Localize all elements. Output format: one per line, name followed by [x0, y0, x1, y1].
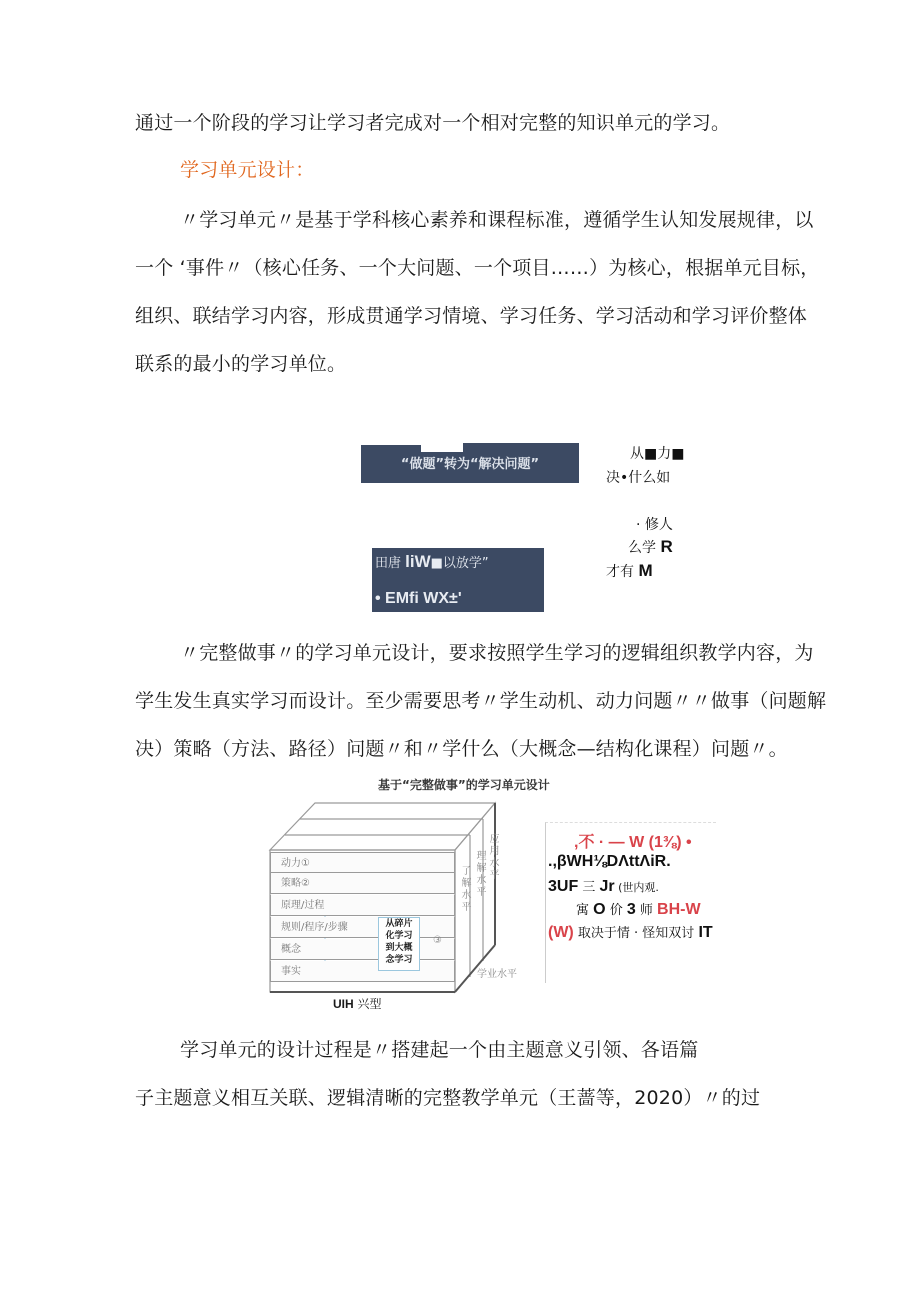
- banner-text: “做题”转为“解决问题”: [400, 457, 540, 472]
- figure-caption: [333, 995, 382, 1012]
- note-line-2: [548, 853, 671, 871]
- dark-info-box: [372, 548, 544, 612]
- note-text: (世内观.: [614, 881, 659, 894]
- side-note: [628, 537, 673, 557]
- center-box-line: 化学习: [385, 931, 413, 941]
- note-bold-text: 3UF: [548, 878, 579, 895]
- body-text-line: 〃学习单元〃是基于学科核心素养和课程标准，遵循学生认知发展规律，以: [180, 209, 814, 231]
- note-red-text: ,不 · — W (1⅜) •: [574, 834, 692, 851]
- body-text-line: 学习单元的设计过程是〃搭建起一个由主题意义引领、各语篇: [180, 1039, 699, 1061]
- section-heading: 学习单元设计：: [180, 159, 315, 181]
- body-text-line: 子主题意义相互关联、逻辑清晰的完整教学单元（王蔷等，2020）〃的过: [135, 1087, 761, 1109]
- center-mark: ③: [433, 935, 442, 946]
- side-note: 决•什么如: [606, 470, 671, 486]
- note-bold-text: 3: [626, 901, 636, 918]
- side-note: 从■力■: [630, 446, 685, 462]
- note-red-text: (W): [548, 924, 574, 941]
- side-note-bold: M: [638, 561, 653, 580]
- body-text-line: 学生发生真实学习而设计。至少需要思考〃学生动机、动力问题〃〃做事（问题解: [135, 690, 827, 712]
- note-line-4: [576, 899, 701, 919]
- note-bold-text: .,βWH⅛DΛttΛiR.: [548, 853, 671, 870]
- bottom-axis-label: 学业水平: [477, 969, 517, 980]
- layer-concept: 概念: [270, 939, 455, 960]
- column-understand-level: 了解水平: [459, 865, 470, 913]
- layer-rules: 规则/程序/步骤: [270, 917, 455, 938]
- side-note: [606, 561, 653, 581]
- layer-strategy: 策略②: [270, 873, 455, 894]
- body-text-line: 联系的最小的学习单位。: [135, 353, 347, 375]
- column-apply-level: 应用水平: [487, 833, 498, 881]
- side-note: · 修人: [636, 517, 673, 533]
- note-bold-text: Jr: [599, 878, 615, 895]
- center-box-line: 到大概: [385, 943, 413, 953]
- body-text-line: 组织、联结学习内容，形成贯通学习情境、学习任务、学习活动和学习评价整体: [135, 305, 808, 327]
- info-text: ■以放学”: [430, 556, 489, 571]
- learning-unit-cube-diagram: [265, 795, 555, 995]
- body-text-line: 通过一个阶段的学习让学习者完成对一个相对完整的知识单元的学习。: [135, 112, 731, 134]
- info-box-line-2: • EMfi WX±': [375, 590, 462, 607]
- layer-motivation: 动力①: [270, 852, 455, 873]
- note-text: 师: [635, 903, 658, 918]
- note-text: 取决于情 · 怪知双讨: [573, 926, 699, 941]
- note-red-text: BH-W: [657, 901, 701, 918]
- side-note-text: 么学: [628, 540, 661, 556]
- caption-bold: UIH: [333, 997, 354, 1011]
- layer-fact: 事实: [270, 961, 455, 982]
- info-text-bold: liW: [405, 552, 431, 571]
- info-text: 田唐: [375, 556, 406, 571]
- note-text: 寓: [576, 903, 594, 918]
- body-text-line: 一个 ‘事件〃（核心任务、一个大问题、一个项目……）为核心，根据单元目标，: [135, 257, 820, 279]
- layer-principle: 原理/过程: [270, 895, 455, 916]
- column-comprehend-level: 理解水平: [474, 850, 485, 898]
- body-text-line: 决）策略（方法、路径）问题〃和〃学什么（大概念—结构化课程）问题〃。: [135, 738, 788, 760]
- info-box-line-1: [375, 552, 489, 572]
- center-box-line: 从碎片: [385, 919, 413, 929]
- side-note-text: 才有: [606, 564, 639, 580]
- note-bold-text: IT: [698, 924, 713, 941]
- body-text-line: 〃完整做事〃的学习单元设计，要求按照学生学习的逻辑组织教学内容，为: [180, 642, 814, 664]
- caption-text: 兴型: [353, 997, 382, 1011]
- center-box-line: 念学习: [385, 955, 413, 965]
- figure-title: 基于“完整做事”的学习单元设计: [378, 778, 550, 792]
- figure-notes-panel: [545, 822, 716, 983]
- note-text: 三: [578, 880, 600, 895]
- side-note-bold: R: [660, 537, 673, 556]
- note-line-3: [548, 876, 659, 896]
- note-line-1: [574, 829, 692, 852]
- note-bold-text: O: [593, 901, 606, 918]
- center-concept-box: [378, 917, 420, 971]
- note-text: 价: [605, 903, 627, 918]
- note-line-5: [548, 922, 713, 942]
